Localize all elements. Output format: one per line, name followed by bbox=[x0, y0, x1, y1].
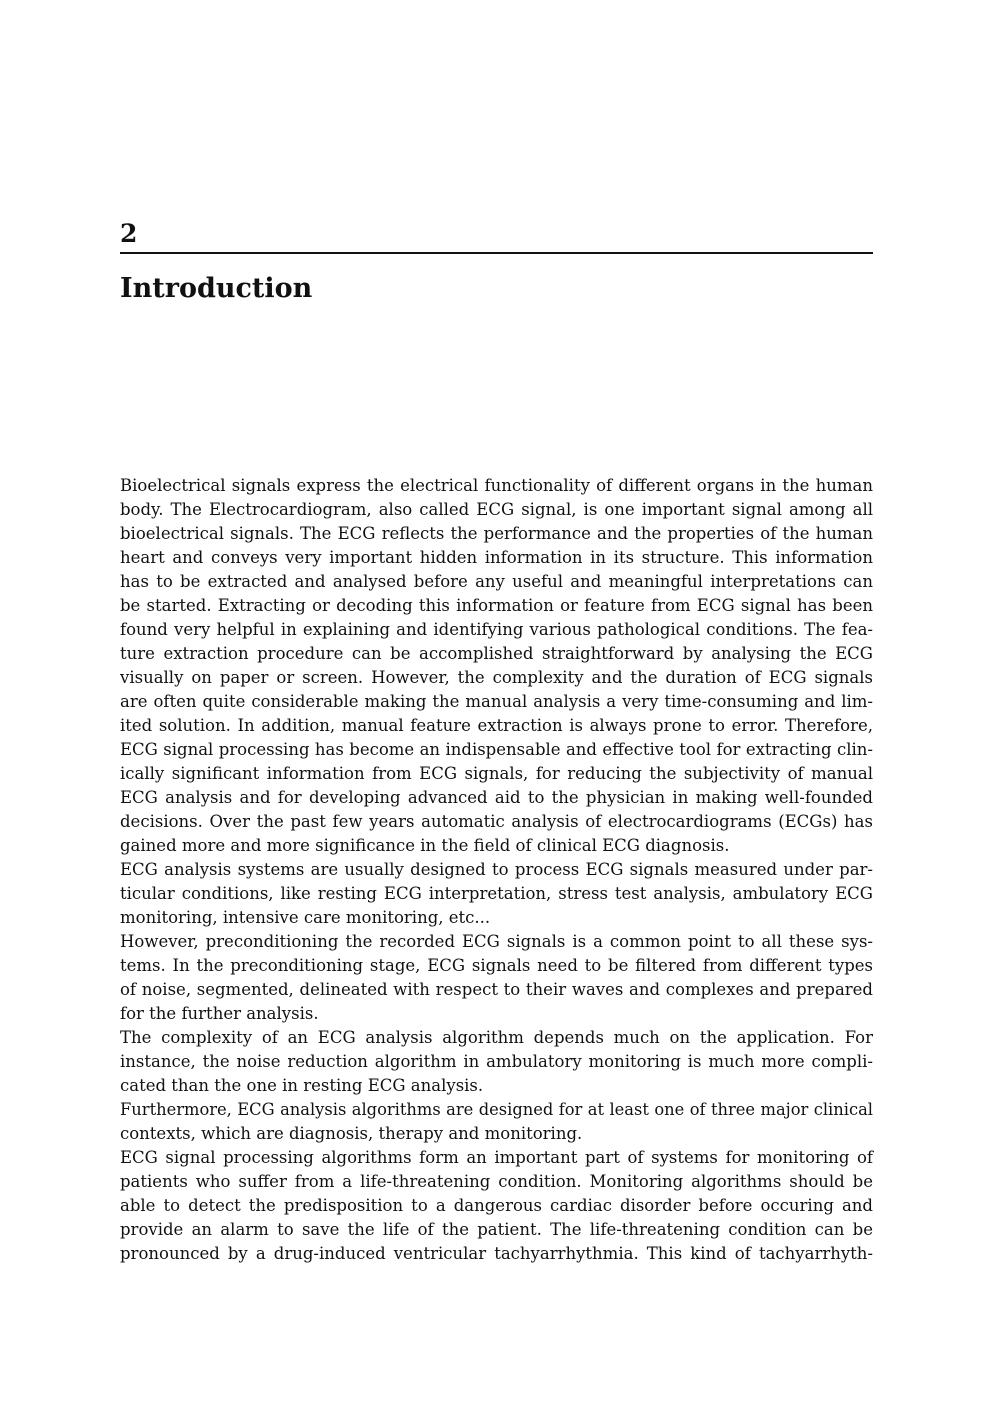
text-line: body. The Electrocardiogram, also called ECG signal, is one important signal among all bbox=[120, 500, 873, 519]
text-line: decisions. Over the past few years automatic analysis of electrocardiograms (ECGs) has bbox=[120, 812, 873, 831]
text-line: able to detect the predisposition to a dangerous cardiac disorder before occuring and bbox=[120, 1196, 873, 1215]
text-line: for the further analysis. bbox=[120, 1004, 319, 1023]
text-line: pronounced by a drug-induced ventricular tachyarrhythmia. This kind of tachyarrhyth- bbox=[120, 1244, 873, 1263]
text-line: cated than the one in resting ECG analysis. bbox=[120, 1076, 484, 1095]
text-line: instance, the noise reduction algorithm in ambulatory monitoring is much more compli- bbox=[120, 1052, 873, 1071]
text-line: Bioelectrical signals express the electrical functionality of different organs in the human bbox=[120, 476, 873, 495]
text-line: bioelectrical signals. The ECG reflects the performance and the properties of the human bbox=[120, 524, 873, 543]
text-line: ECG signal processing algorithms form an important part of systems for monitoring of bbox=[120, 1148, 873, 1167]
text-line: has to be extracted and analysed before any useful and meaningful interpretations can bbox=[120, 572, 873, 591]
chapter-title: Introduction bbox=[120, 273, 313, 304]
text-line: ture extraction procedure can be accomplished straightforward by analysing the ECG bbox=[120, 644, 873, 663]
text-line: be started. Extracting or decoding this information or feature from ECG signal has been bbox=[120, 596, 873, 615]
text-line: gained more and more significance in the field of clinical ECG diagnosis. bbox=[120, 836, 730, 855]
text-line: The complexity of an ECG analysis algorithm depends much on the application. For bbox=[120, 1028, 873, 1047]
text-line: found very helpful in explaining and identifying various pathological conditions. The fea- bbox=[120, 620, 873, 639]
body-text bbox=[120, 474, 873, 1266]
text-line: visually on paper or screen. However, the complexity and the duration of ECG signals bbox=[120, 668, 873, 687]
text-line: provide an alarm to save the life of the patient. The life-threatening condition can be bbox=[120, 1220, 873, 1239]
text-line: ticular conditions, like resting ECG interpretation, stress test analysis, ambulatory ECG bbox=[120, 884, 873, 903]
text-line: ically significant information from ECG signals, for reducing the subjectivity of manual bbox=[120, 764, 873, 783]
text-line: ECG analysis systems are usually designed to process ECG signals measured under par- bbox=[120, 860, 873, 879]
text-line: contexts, which are diagnosis, therapy and monitoring. bbox=[120, 1124, 583, 1143]
text-line: tems. In the preconditioning stage, ECG signals need to be filtered from different types bbox=[120, 956, 873, 975]
text-line: ECG signal processing has become an indispensable and effective tool for extracting clin- bbox=[120, 740, 873, 759]
text-line: However, preconditioning the recorded ECG signals is a common point to all these sys- bbox=[120, 932, 873, 951]
chapter-divider bbox=[120, 252, 873, 254]
text-line: ECG analysis and for developing advanced aid to the physician in making well-founded bbox=[120, 788, 873, 807]
chapter-number: 2 bbox=[120, 219, 138, 248]
text-line: patients who suffer from a life-threatening condition. Monitoring algorithms should be bbox=[120, 1172, 873, 1191]
text-line: monitoring, intensive care monitoring, etc... bbox=[120, 908, 491, 927]
text-line: are often quite considerable making the manual analysis a very time-consuming and lim- bbox=[120, 692, 873, 711]
text-line: ited solution. In addition, manual feature extraction is always prone to error. Therefore, bbox=[120, 716, 873, 735]
text-line: heart and conveys very important hidden information in its structure. This information bbox=[120, 548, 873, 567]
text-line: of noise, segmented, delineated with respect to their waves and complexes and prepared bbox=[120, 980, 873, 999]
text-line: Furthermore, ECG analysis algorithms are designed for at least one of three major clinical bbox=[120, 1100, 873, 1119]
